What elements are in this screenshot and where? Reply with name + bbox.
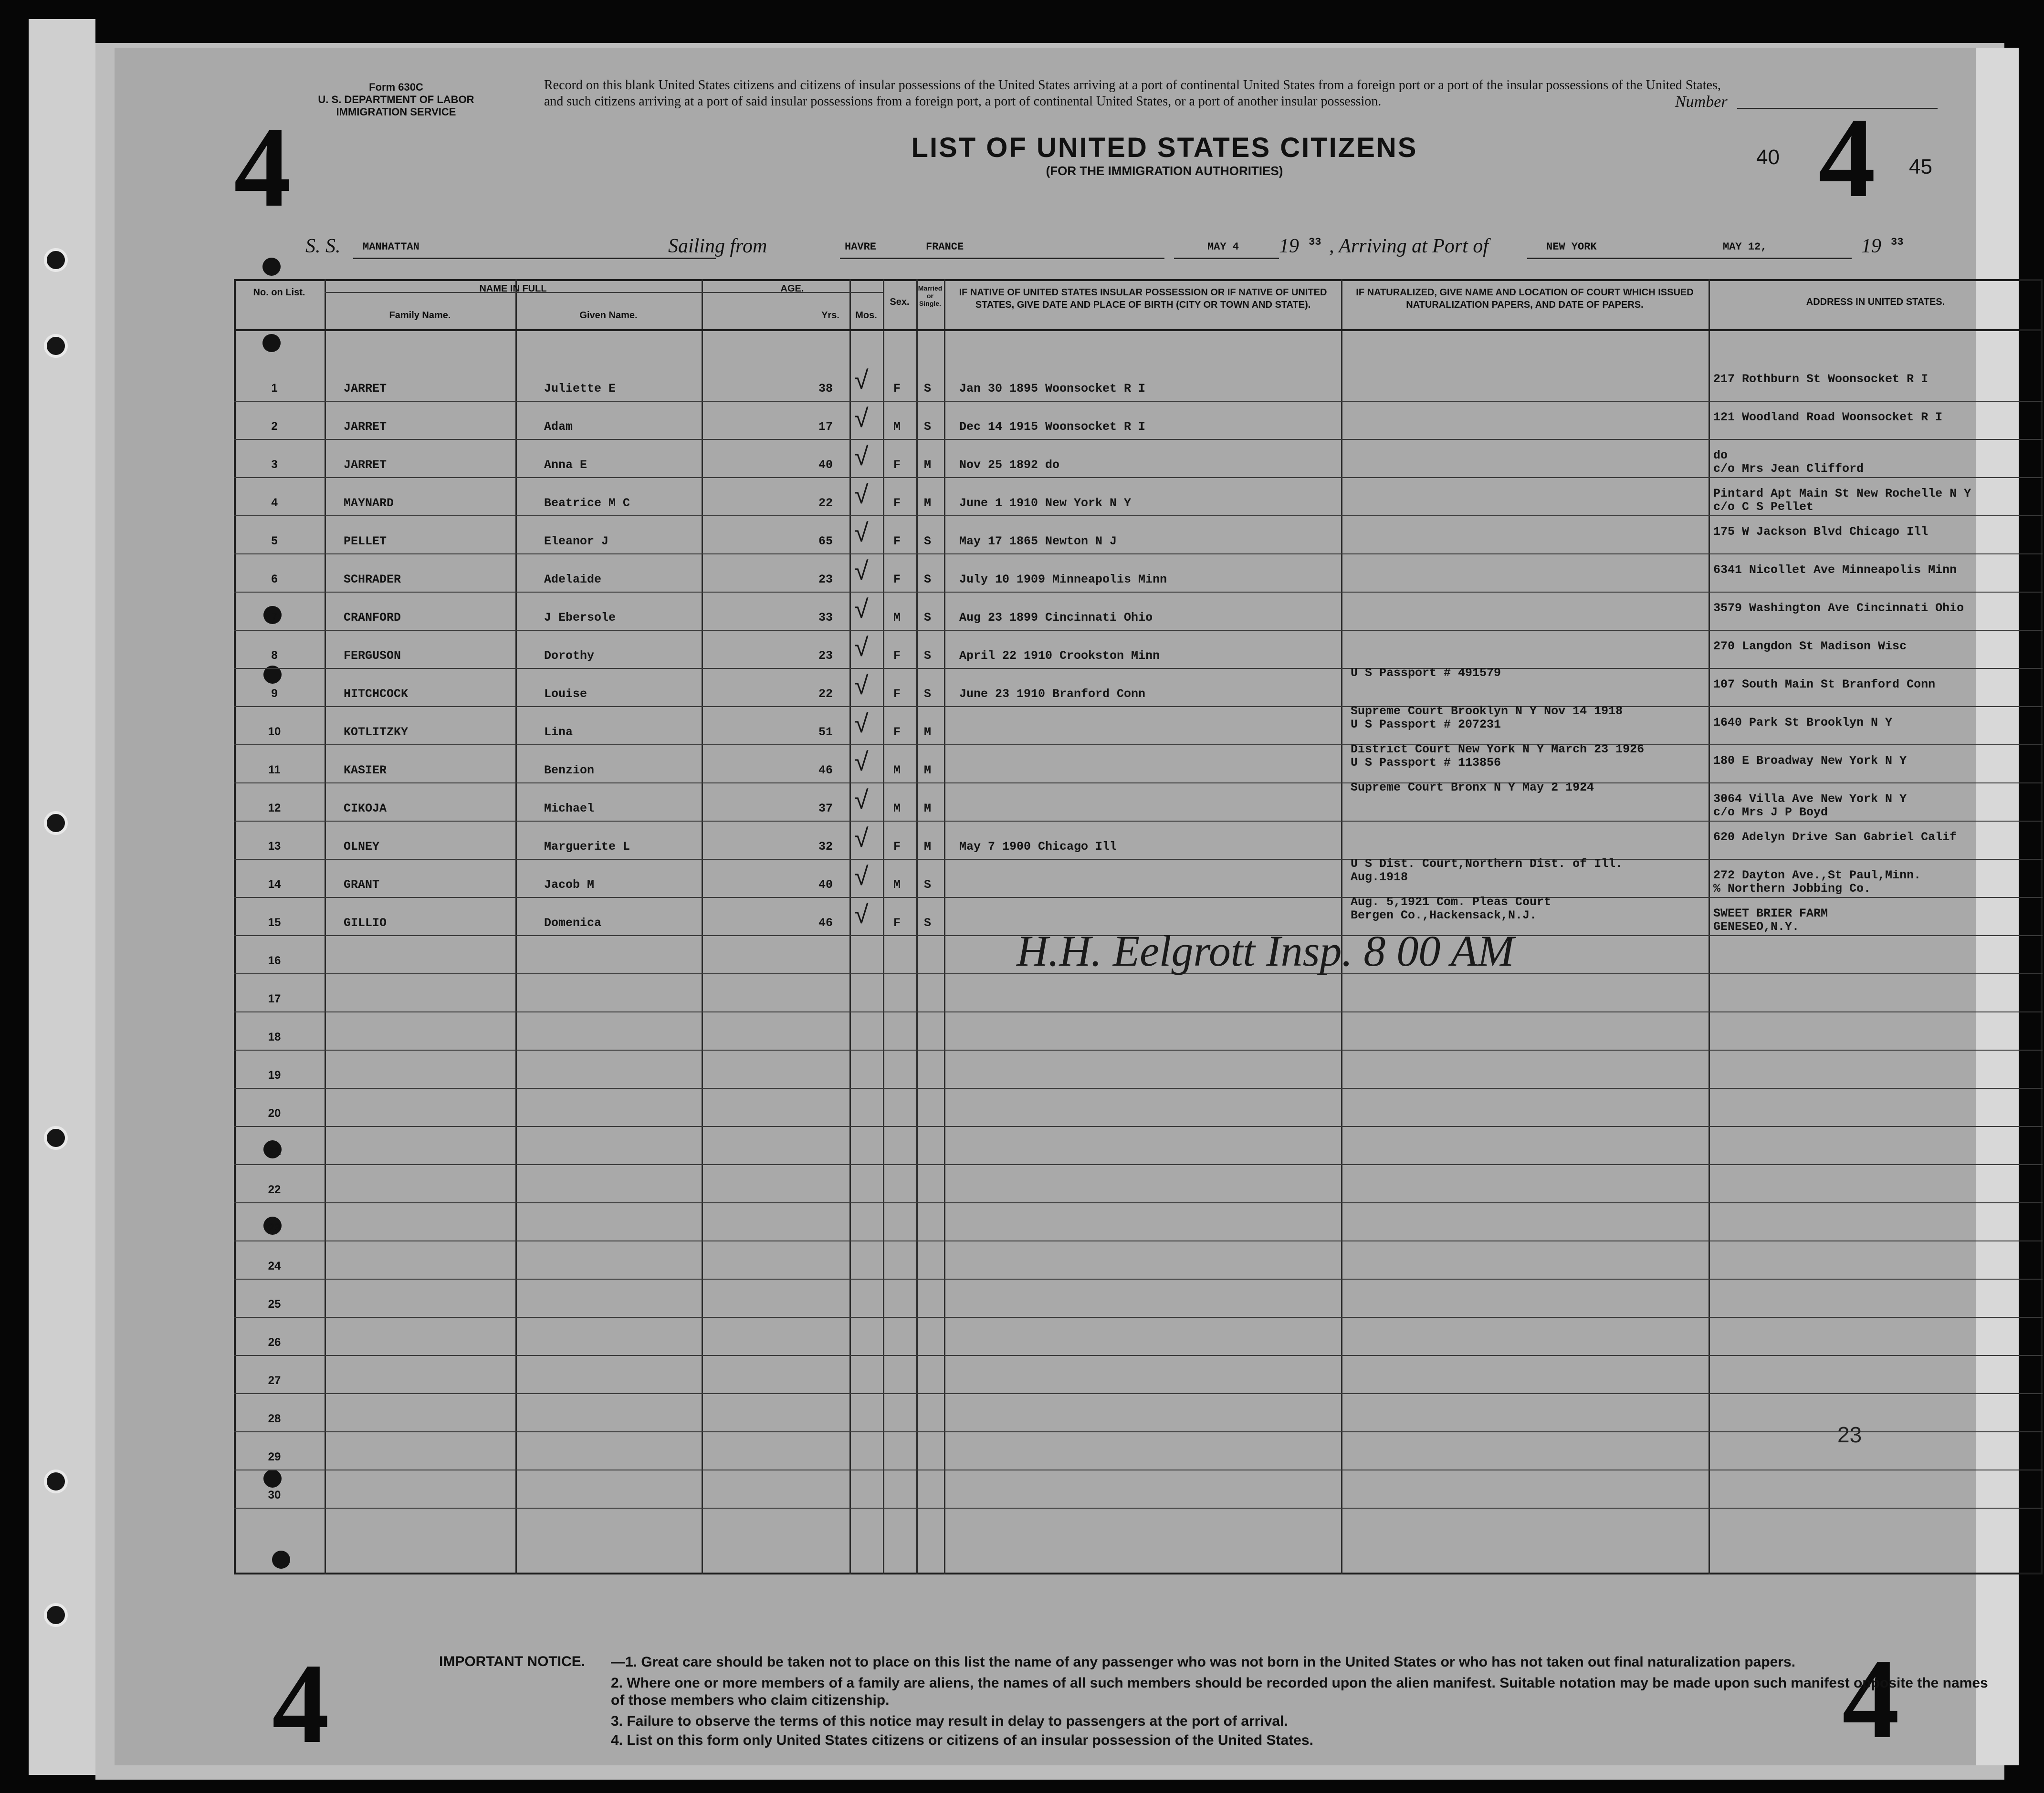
row-number: 18 <box>268 1031 281 1043</box>
address-line-1: 180 E Broadway New York N Y <box>1713 754 1907 768</box>
given-name: Dorothy <box>544 649 595 663</box>
from-country: FRANCE <box>926 241 964 253</box>
form-number: Form 630C <box>369 81 423 93</box>
frame-number: 45 <box>1909 155 1932 178</box>
sex: F <box>893 916 901 930</box>
arriving-label: , Arriving at Port of <box>1329 235 1489 257</box>
sex: M <box>893 763 901 777</box>
marital-status: S <box>924 649 932 663</box>
age-years: 17 <box>818 420 833 434</box>
row-number: 16 <box>268 954 281 967</box>
sex: M <box>893 802 901 815</box>
row-rule <box>234 897 2043 898</box>
number-label: Number <box>1675 93 1728 111</box>
age-years: 22 <box>818 496 833 510</box>
check-mark-icon: √ <box>854 862 869 891</box>
row-rule <box>234 1355 2043 1356</box>
marital-status: M <box>924 725 932 739</box>
given-name: Beatrice M C <box>544 496 630 510</box>
address-line-2: c/o Mrs J P Boyd <box>1713 805 1828 819</box>
birth-place: May 17 1865 Newton N J <box>959 534 1117 548</box>
row-rule <box>234 1164 2043 1165</box>
marital-status: S <box>924 916 932 930</box>
given-name: Michael <box>544 802 595 815</box>
family-name: JARRET <box>344 382 387 396</box>
sheet-number: 40 <box>1756 146 1780 169</box>
given-name: Louise <box>544 687 587 701</box>
address-line-2: % Northern Jobbing Co. <box>1713 882 1871 896</box>
row-rule <box>234 1088 2043 1089</box>
column-divider <box>515 279 517 1574</box>
birth-place: June 1 1910 New York N Y <box>959 496 1132 510</box>
row-rule <box>234 1431 2043 1432</box>
punch-hole-icon <box>44 1603 68 1627</box>
row-rule <box>234 1279 2043 1280</box>
page-number-large: 4 <box>1842 1635 1899 1762</box>
header-no: No. on List. <box>253 287 305 298</box>
address-line-1: 121 Woodland Road Woonsocket R I <box>1713 410 1943 424</box>
header-age: AGE. <box>780 283 804 294</box>
depart-date: MAY 4 <box>1207 241 1239 253</box>
row-number: 25 <box>268 1298 281 1311</box>
address-line-1: 107 South Main St Branford Conn <box>1713 678 1936 691</box>
row-number: 24 <box>268 1260 281 1272</box>
arrive-date: MAY 12, <box>1723 241 1767 253</box>
row-rule <box>234 592 2043 593</box>
row-number: 26 <box>268 1336 281 1349</box>
birth-place: Jan 30 1895 Woonsocket R I <box>959 382 1146 396</box>
naturalization-line-1: Aug. 5,1921 Com. Pleas Court <box>1351 895 1551 909</box>
age-years: 40 <box>818 458 833 472</box>
naturalization-line-1: District Court New York N Y March 23 1926 <box>1351 742 1645 756</box>
header-family-name: Family Name. <box>389 310 451 321</box>
service-name: IMMIGRATION SERVICE <box>336 106 456 118</box>
column-divider <box>916 279 918 1574</box>
column-divider <box>849 279 851 1574</box>
marital-status: S <box>924 382 932 396</box>
row-rule <box>234 477 2043 478</box>
row-rule <box>234 439 2043 440</box>
address-line-2: c/o Mrs Jean Clifford <box>1713 462 1864 476</box>
sex: M <box>893 611 901 625</box>
address-line-1: 1640 Park St Brooklyn N Y <box>1713 716 1893 730</box>
sex: F <box>893 840 901 854</box>
address-line-2: c/o C S Pellet <box>1713 500 1814 514</box>
punch-hole-icon <box>44 811 68 835</box>
given-name: J Ebersole <box>544 611 616 625</box>
depart-year-prefix: 19 <box>1279 235 1299 257</box>
family-name: KASIER <box>344 763 387 777</box>
check-mark-icon: √ <box>854 900 869 929</box>
row-rule <box>234 1050 2043 1051</box>
row-rule <box>234 1011 2043 1012</box>
address-line-1: Pintard Apt Main St New Rochelle N Y <box>1713 487 1971 500</box>
notice-item-2: 2. Where one or more members of a family are aliens, the names of all such members should be recorded upon the alien manifest. Suitable notation may be made upon such manifest opposite the names of those members who claim citizenship. <box>611 1675 1988 1708</box>
sex: F <box>893 496 901 510</box>
notice-item-4: 4. List on this form only United States citizens or citizens of an insular possession of the United States. <box>611 1732 1313 1748</box>
row-rule <box>234 859 2043 860</box>
row-number: 7 <box>271 611 278 624</box>
age-years: 65 <box>818 534 833 548</box>
family-name: SCHRADER <box>344 573 401 586</box>
given-name: Eleanor J <box>544 534 609 548</box>
sex: F <box>893 687 901 701</box>
to-port: NEW YORK <box>1546 241 1597 253</box>
row-number: 23 <box>268 1221 281 1234</box>
row-number: 28 <box>268 1412 281 1425</box>
marital-status: S <box>924 420 932 434</box>
address-line-1: 217 Rothburn St Woonsocket R I <box>1713 372 1929 386</box>
birth-place: June 23 1910 Branford Conn <box>959 687 1146 701</box>
punch-hole-icon <box>44 248 68 272</box>
address-line-1: 6341 Nicollet Ave Minneapolis Minn <box>1713 563 1957 577</box>
given-name: Juliette E <box>544 382 616 396</box>
notice-title: IMPORTANT NOTICE. <box>439 1654 586 1669</box>
depart-date-line <box>1174 258 1279 259</box>
row-number: 5 <box>271 534 278 547</box>
check-mark-icon: √ <box>854 824 869 853</box>
row-number: 15 <box>268 916 281 929</box>
age-years: 51 <box>818 725 833 739</box>
sex: M <box>893 878 901 892</box>
naturalization-line-2: Aug.1918 <box>1351 870 1408 884</box>
row-number: 6 <box>271 573 278 585</box>
row-rule <box>234 706 2043 707</box>
form-instructions: Record on this blank United States citizens and citizens of insular possessions of the United States arriving at a port of continental United States from a foreign port or a port of the insular possessions of the United States, and such citizens arriving at a port of said insular possessions from a foreign port, a port of continental United States, or a port of another insular possession. <box>544 78 1721 109</box>
naturalization-line-2: U S Passport # 113856 <box>1351 756 1501 770</box>
row-rule <box>234 821 2043 822</box>
row-rule <box>234 744 2043 745</box>
marital-status: S <box>924 534 932 548</box>
row-number: 8 <box>271 649 278 662</box>
sex: F <box>893 534 901 548</box>
given-name: Anna E <box>544 458 587 472</box>
row-rule <box>234 1393 2043 1394</box>
to-line <box>1527 258 1852 259</box>
sex: F <box>893 573 901 586</box>
row-rule <box>234 668 2043 669</box>
address-line-2: GENESEO,N.Y. <box>1713 920 1800 934</box>
row-number: 9 <box>271 687 278 700</box>
naturalization-line-1: U S Passport # 491579 <box>1351 666 1501 680</box>
family-name: GILLIO <box>344 916 387 930</box>
row-rule <box>234 1317 2043 1318</box>
marital-status: M <box>924 496 932 510</box>
check-mark-icon: √ <box>854 786 869 814</box>
check-mark-icon: √ <box>854 404 869 433</box>
family-name: FERGUSON <box>344 649 401 663</box>
column-divider <box>1709 279 1710 1574</box>
arrive-year-prefix: 19 <box>1861 235 1881 257</box>
check-mark-icon: √ <box>854 709 869 738</box>
check-mark-icon: √ <box>854 557 869 585</box>
row-number: 2 <box>271 420 278 433</box>
page-subtitle: (FOR THE IMMIGRATION AUTHORITIES) <box>1046 164 1283 178</box>
column-divider <box>325 279 326 1574</box>
given-name: Marguerite L <box>544 840 630 854</box>
row-number: 22 <box>268 1183 281 1196</box>
column-divider <box>883 279 884 1574</box>
ship-name: MANHATTAN <box>363 241 419 253</box>
row-number: 29 <box>268 1450 281 1463</box>
marital-status: S <box>924 878 932 892</box>
check-mark-icon: √ <box>854 442 869 471</box>
marital-status: M <box>924 763 932 777</box>
inspector-signature: H.H. Eelgrott Insp. 8 00 AM <box>1017 927 1514 975</box>
sex: F <box>893 458 901 472</box>
row-number: 1 <box>271 382 278 395</box>
family-name: CIKOJA <box>344 802 387 815</box>
check-mark-icon: √ <box>854 671 869 700</box>
department-name: U. S. DEPARTMENT OF LABOR <box>318 94 474 105</box>
row-rule <box>234 782 2043 783</box>
header-mos: Mos. <box>855 310 877 321</box>
check-mark-icon: √ <box>854 480 869 509</box>
sex: F <box>893 725 901 739</box>
header-name-in-full: NAME IN FULL <box>479 283 547 294</box>
check-mark-icon: √ <box>854 595 869 624</box>
check-mark-icon: √ <box>854 633 869 662</box>
age-years: 33 <box>818 611 833 625</box>
age-years: 22 <box>818 687 833 701</box>
birth-place: Nov 25 1892 do <box>959 458 1060 472</box>
birth-place: Aug 23 1899 Cincinnati Ohio <box>959 611 1153 625</box>
marital-status: M <box>924 458 932 472</box>
row-rule <box>234 630 2043 631</box>
age-years: 37 <box>818 802 833 815</box>
naturalization-line-1: Supreme Court Brooklyn N Y Nov 14 1918 <box>1351 704 1623 718</box>
family-name: JARRET <box>344 420 387 434</box>
ship-line <box>353 258 716 259</box>
form-identification <box>286 81 506 118</box>
birth-place: May 7 1900 Chicago Ill <box>959 840 1117 854</box>
notice-item-1: —1. Great care should be taken not to place on this list the name of any passenger who was not born in the United States or who has not taken out final naturalization papers. <box>611 1654 1796 1670</box>
family-name: HITCHCOCK <box>344 687 409 701</box>
binder-hole-icon <box>262 258 281 276</box>
page-title: LIST OF UNITED STATES CITIZENS <box>911 132 1418 163</box>
row-rule <box>234 1508 2043 1509</box>
from-port: HAVRE <box>845 241 877 253</box>
header-sex: Sex. <box>890 297 910 307</box>
marital-status: S <box>924 687 932 701</box>
row-number: 19 <box>268 1069 281 1082</box>
birth-place: April 22 1910 Crookston Minn <box>959 649 1160 663</box>
family-name: JARRET <box>344 458 387 472</box>
address-line-1: 175 W Jackson Blvd Chicago Ill <box>1713 525 1929 539</box>
row-number: 10 <box>268 725 281 738</box>
address-line-1: do <box>1713 448 1728 462</box>
punch-hole-icon <box>44 1126 68 1150</box>
header-address: ADDRESS IN UNITED STATES. <box>1806 297 1945 307</box>
notice-item-3: 3. Failure to observe the terms of this notice may result in delay to passengers at the port of arrival. <box>611 1713 1288 1729</box>
family-name: MAYNARD <box>344 496 394 510</box>
birth-place: Dec 14 1915 Woonsocket R I <box>959 420 1146 434</box>
address-line-1: SWEET BRIER FARM <box>1713 907 1828 920</box>
marital-status: M <box>924 840 932 854</box>
page-number-large: 4 <box>234 104 291 230</box>
given-name: Domenica <box>544 916 602 930</box>
age-years: 32 <box>818 840 833 854</box>
naturalization-line-1: Supreme Court Bronx N Y May 2 1924 <box>1351 781 1594 794</box>
column-divider <box>702 279 703 1574</box>
marital-status: S <box>924 611 932 625</box>
age-years: 46 <box>818 916 833 930</box>
age-years: 38 <box>818 382 833 396</box>
row-number: 14 <box>268 878 281 891</box>
address-line-1: 3064 Villa Ave New York N Y <box>1713 792 1907 806</box>
check-mark-icon: √ <box>854 366 869 395</box>
row-number: 11 <box>268 763 281 776</box>
age-years: 23 <box>818 649 833 663</box>
row-rule <box>234 401 2043 402</box>
row-rule <box>234 1202 2043 1203</box>
check-mark-icon: √ <box>854 519 869 547</box>
sailing-label: Sailing from <box>668 235 767 257</box>
punch-hole-icon <box>44 1470 68 1493</box>
header-naturalized: IF NATURALIZED, GIVE NAME AND LOCATION OF COURT WHICH ISSUED NATURALIZATION PAPERS, AND DATE OF PAPERS. <box>1356 287 1694 310</box>
family-name: GRANT <box>344 878 380 892</box>
ss-label: S. S. <box>305 235 341 257</box>
family-name: OLNEY <box>344 840 380 854</box>
row-rule <box>234 1126 2043 1127</box>
given-name: Adam <box>544 420 573 434</box>
row-rule <box>234 553 2043 554</box>
header-birth: IF NATIVE OF UNITED STATES INSULAR POSSESSION OR IF NATIVE OF UNITED STATES, GIVE DATE AND PLACE OF BIRTH (CITY OR TOWN AND STATE). <box>959 287 1327 310</box>
marital-status: S <box>924 573 932 586</box>
given-name: Lina <box>544 725 573 739</box>
age-years: 46 <box>818 763 833 777</box>
column-divider <box>944 279 945 1574</box>
given-name: Benzion <box>544 763 595 777</box>
address-line-1: 620 Adelyn Drive San Gabriel Calif <box>1713 830 1957 844</box>
from-line <box>840 258 1164 259</box>
row-number: 17 <box>268 992 281 1005</box>
manifest-sheet <box>115 48 1988 1767</box>
address-line-1: 272 Dayton Ave.,St Paul,Minn. <box>1713 868 1921 882</box>
age-years: 23 <box>818 573 833 586</box>
family-name: KOTLITZKY <box>344 725 409 739</box>
family-name: PELLET <box>344 534 387 548</box>
punch-hole-icon <box>44 334 68 358</box>
header-given-name: Given Name. <box>579 310 638 321</box>
page-number-large: 4 <box>1818 94 1876 221</box>
given-name: Adelaide <box>544 573 602 586</box>
row-number: 20 <box>268 1107 281 1120</box>
birth-place: July 10 1909 Minneapolis Minn <box>959 573 1167 586</box>
sex: F <box>893 649 901 663</box>
sex: F <box>893 382 901 396</box>
naturalization-line-2: Bergen Co.,Hackensack,N.J. <box>1351 908 1537 922</box>
family-name: CRANFORD <box>344 611 401 625</box>
page-number-large: 4 <box>272 1640 329 1767</box>
given-name: Jacob M <box>544 878 595 892</box>
row-number: 13 <box>268 840 281 853</box>
sex: M <box>893 420 901 434</box>
address-line-1: 270 Langdon St Madison Wisc <box>1713 639 1907 653</box>
row-number: 21 <box>268 1145 281 1158</box>
marital-status: M <box>924 802 932 815</box>
row-rule <box>234 515 2043 516</box>
row-number: 30 <box>268 1489 281 1501</box>
address-line-1: 3579 Washington Ave Cincinnati Ohio <box>1713 601 1964 615</box>
binding-strip <box>29 19 95 1775</box>
depart-year: 33 <box>1309 236 1321 248</box>
naturalization-line-1: U S Dist. Court,Northern Dist. of Ill. <box>1351 857 1623 871</box>
row-number: 27 <box>268 1374 281 1387</box>
naturalization-line-2: U S Passport # 207231 <box>1351 718 1501 731</box>
header-married-single: Married or Single. <box>918 284 943 307</box>
check-mark-icon: √ <box>854 748 869 776</box>
bottom-right-mark: 23 <box>1837 1422 1862 1447</box>
row-number: 12 <box>268 802 281 814</box>
row-number: 4 <box>271 496 278 509</box>
arrive-year: 33 <box>1891 236 1904 248</box>
header-yrs: Yrs. <box>821 310 839 321</box>
header-bottom-rule <box>234 329 2043 331</box>
row-number: 3 <box>271 458 278 471</box>
age-years: 40 <box>818 878 833 892</box>
